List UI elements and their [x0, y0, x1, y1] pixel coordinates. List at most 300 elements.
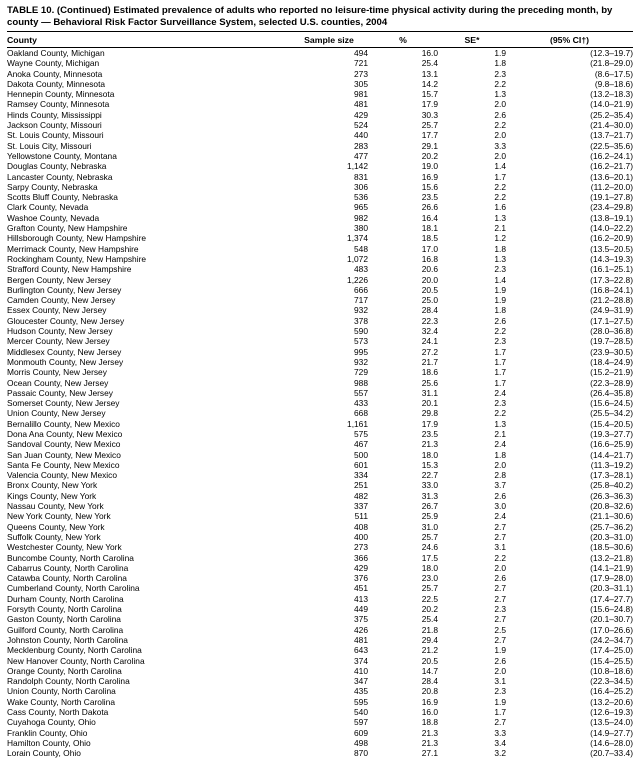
percent-cell: 18.5 [421, 233, 438, 244]
percent-cell: 25.9 [421, 511, 438, 522]
sample-size-cell: 347 [354, 676, 368, 687]
ci-cell: (12.6–19.3) [590, 707, 633, 717]
table-row [7, 501, 633, 511]
table-row [7, 656, 633, 666]
se-cell: 1.4 [494, 274, 506, 285]
table-row [7, 604, 633, 614]
sample-size-cell: 1,226 [347, 274, 368, 285]
table-row [7, 563, 633, 573]
ci-cell: (14.1–21.9) [590, 562, 633, 573]
county-cell: Burlington County, New Jersey [7, 284, 122, 295]
table-row [7, 141, 633, 151]
percent-cell: 32.4 [421, 326, 438, 337]
se-cell: 1.9 [494, 696, 506, 707]
ci-cell: (17.4–27.7) [590, 593, 633, 604]
percent-cell: 20.8 [421, 686, 438, 697]
table-row [7, 305, 633, 315]
percent-cell: 15.3 [421, 459, 438, 470]
county-cell: Cabarrus County, North Carolina [7, 562, 129, 573]
se-cell: 2.4 [494, 387, 506, 398]
table-row [7, 542, 633, 552]
ci-cell: (20.3–31.1) [590, 583, 633, 594]
table-row [7, 336, 633, 346]
se-cell: 2.6 [494, 655, 506, 666]
percent-cell: 20.6 [421, 264, 438, 275]
se-cell: 3.2 [494, 748, 506, 759]
ci-cell: (16.2–20.9) [590, 233, 633, 244]
se-cell: 2.3 [494, 68, 506, 79]
se-cell: 1.7 [494, 367, 506, 378]
table-row [7, 480, 633, 490]
table-row [7, 470, 633, 480]
percent-cell: 25.7 [421, 583, 438, 594]
table-row [7, 275, 633, 285]
percent-cell: 29.1 [421, 140, 438, 151]
ci-cell: (16.4–25.2) [590, 686, 633, 697]
table-row [7, 326, 633, 336]
ci-cell: (21.8–29.0) [590, 58, 633, 69]
sample-size-cell: 932 [354, 356, 368, 367]
percent-cell: 28.4 [421, 676, 438, 687]
table-row [7, 408, 633, 418]
county-cell: Forsyth County, North Carolina [7, 604, 122, 615]
percent-cell: 26.7 [421, 501, 438, 512]
percent-cell: 20.2 [421, 150, 438, 161]
table-row [7, 58, 633, 68]
se-cell: 3.3 [494, 140, 506, 151]
table-row [7, 254, 633, 264]
county-cell: Hinds County, Mississippi [7, 109, 102, 120]
county-cell: Cumberland County, North Carolina [7, 583, 140, 594]
percent-cell: 24.1 [421, 336, 438, 347]
county-cell: Johnston County, North Carolina [7, 634, 128, 645]
table-row [7, 686, 633, 696]
percent-cell: 25.7 [421, 531, 438, 542]
se-cell: 2.2 [494, 192, 506, 203]
sample-size-cell: 1,072 [347, 253, 368, 264]
table-row [7, 48, 633, 59]
se-cell: 2.4 [494, 511, 506, 522]
percent-cell: 17.9 [421, 418, 438, 429]
county-cell: Bronx County, New York [7, 480, 98, 491]
ci-cell: (14.0–21.9) [590, 99, 633, 110]
county-cell: Cuyahoga County, Ohio [7, 717, 96, 728]
table-row [7, 707, 633, 717]
table-row [7, 357, 633, 367]
county-cell: Clark County, Nevada [7, 202, 89, 213]
table-row [7, 99, 633, 109]
county-cell: Dakota County, Minnesota [7, 78, 106, 89]
sample-size-cell: 597 [354, 717, 368, 728]
percent-cell: 16.9 [421, 171, 438, 182]
se-cell: 2.3 [494, 336, 506, 347]
percent-cell: 16.4 [421, 212, 438, 223]
sample-size-cell: 666 [354, 284, 368, 295]
sample-size-cell: 408 [354, 521, 368, 532]
sample-size-cell: 435 [354, 686, 368, 697]
sample-size-cell: 932 [354, 305, 368, 316]
county-cell: Ocean County, New Jersey [7, 377, 109, 388]
ci-cell: (19.7–28.5) [590, 336, 633, 347]
table-row [7, 511, 633, 521]
table-row [7, 285, 633, 295]
ci-cell: (22.5–35.6) [590, 140, 633, 151]
county-cell: Scotts Bluff County, Nebraska [7, 192, 118, 203]
sample-size-cell: 440 [354, 130, 368, 141]
sample-size-cell: 831 [354, 171, 368, 182]
table-row [7, 295, 633, 305]
sample-size-cell: 429 [354, 109, 368, 120]
se-cell: 2.2 [494, 408, 506, 419]
percent-cell: 28.4 [421, 305, 438, 316]
table-row [7, 697, 633, 707]
column-header-se: SE* [438, 32, 506, 48]
percent-cell: 20.0 [421, 274, 438, 285]
se-cell: 1.3 [494, 212, 506, 223]
table-row [7, 213, 633, 223]
se-cell: 1.9 [494, 48, 506, 58]
county-cell: Douglas County, Nebraska [7, 161, 107, 172]
county-cell: Buncombe County, North Carolina [7, 552, 134, 563]
percent-cell: 25.4 [421, 58, 438, 69]
table-row [7, 192, 633, 202]
percent-cell: 23.0 [421, 573, 438, 584]
se-cell: 1.9 [494, 295, 506, 306]
sample-size-cell: 982 [354, 212, 368, 223]
se-cell: 1.3 [494, 253, 506, 264]
county-cell: Gloucester County, New Jersey [7, 315, 125, 326]
sample-size-cell: 573 [354, 336, 368, 347]
se-cell: 3.1 [494, 542, 506, 553]
table-row [7, 244, 633, 254]
ci-cell: (28.0–36.8) [590, 326, 633, 337]
se-cell: 2.6 [494, 315, 506, 326]
ci-cell: (17.1–27.5) [590, 315, 633, 326]
se-cell: 3.1 [494, 676, 506, 687]
percent-cell: 21.2 [421, 645, 438, 656]
table-row [7, 666, 633, 676]
table-row [7, 130, 633, 140]
table-row [7, 748, 633, 758]
county-cell: Yellowstone County, Montana [7, 150, 117, 161]
ci-cell: (26.3–36.3) [590, 490, 633, 501]
county-cell: Bernalillo County, New Mexico [7, 418, 120, 429]
county-cell: Rockingham County, New Hampshire [7, 253, 147, 264]
ci-cell: (21.2–28.8) [590, 295, 633, 306]
table-row [7, 69, 633, 79]
percent-cell: 18.6 [421, 367, 438, 378]
sample-size-cell: 643 [354, 645, 368, 656]
table-row [7, 316, 633, 326]
sample-size-cell: 477 [354, 150, 368, 161]
table-row [7, 439, 633, 449]
percent-cell: 16.9 [421, 696, 438, 707]
sample-size-cell: 981 [354, 89, 368, 100]
county-cell: Anoka County, Minnesota [7, 68, 103, 79]
ci-cell: (17.4–25.0) [590, 645, 633, 656]
county-cell: Lancaster County, Nebraska [7, 171, 113, 182]
county-cell: Sarpy County, Nebraska [7, 181, 98, 192]
sample-size-cell: 378 [354, 315, 368, 326]
se-cell: 1.6 [494, 202, 506, 213]
se-cell: 2.3 [494, 398, 506, 409]
sample-size-cell: 481 [354, 634, 368, 645]
se-cell: 1.9 [494, 645, 506, 656]
se-cell: 1.4 [494, 161, 506, 172]
sample-size-cell: 433 [354, 398, 368, 409]
se-cell: 2.0 [494, 459, 506, 470]
sample-size-cell: 334 [354, 470, 368, 481]
county-cell: Grafton County, New Hampshire [7, 223, 128, 234]
ci-cell: (16.6–25.9) [590, 439, 633, 450]
county-cell: Hudson County, New Jersey [7, 326, 113, 337]
prevalence-table [7, 31, 633, 758]
table-row [7, 738, 633, 748]
se-cell: 2.2 [494, 326, 506, 337]
percent-cell: 16.8 [421, 253, 438, 264]
percent-cell: 18.8 [421, 717, 438, 728]
ci-cell: (24.9–31.9) [590, 305, 633, 316]
se-cell: 2.6 [494, 573, 506, 584]
table-row [7, 676, 633, 686]
county-cell: Mercer County, New Jersey [7, 336, 110, 347]
sample-size-cell: 500 [354, 449, 368, 460]
percent-cell: 21.3 [421, 439, 438, 450]
se-cell: 1.7 [494, 346, 506, 357]
se-cell: 2.7 [494, 521, 506, 532]
county-cell: Cass County, North Dakota [7, 707, 109, 717]
ci-cell: (15.6–24.5) [590, 398, 633, 409]
sample-size-cell: 536 [354, 192, 368, 203]
sample-size-cell: 273 [354, 68, 368, 79]
ci-cell: (21.4–30.0) [590, 120, 633, 131]
percent-cell: 22.5 [421, 593, 438, 604]
se-cell: 2.7 [494, 717, 506, 728]
se-cell: 3.4 [494, 737, 506, 748]
county-cell: Nassau County, New York [7, 501, 104, 512]
se-cell: 2.7 [494, 583, 506, 594]
table-row [7, 522, 633, 532]
percent-cell: 16.0 [421, 48, 438, 58]
sample-size-cell: 375 [354, 614, 368, 625]
county-cell: Wake County, North Carolina [7, 696, 115, 707]
percent-cell: 21.3 [421, 737, 438, 748]
percent-cell: 22.7 [421, 470, 438, 481]
se-cell: 2.7 [494, 614, 506, 625]
sample-size-cell: 557 [354, 387, 368, 398]
se-cell: 1.8 [494, 243, 506, 254]
sample-size-cell: 410 [354, 665, 368, 676]
se-cell: 1.7 [494, 707, 506, 717]
ci-cell: (15.2–21.9) [590, 367, 633, 378]
table-row [7, 553, 633, 563]
ci-cell: (8.6–17.5) [594, 68, 633, 79]
table-row [7, 264, 633, 274]
ci-cell: (20.8–32.6) [590, 501, 633, 512]
percent-cell: 17.5 [421, 552, 438, 563]
ci-cell: (23.4–29.8) [590, 202, 633, 213]
ci-cell: (16.1–25.1) [590, 264, 633, 275]
county-cell: New Hanover County, North Carolina [7, 655, 145, 666]
ci-cell: (13.2–18.3) [590, 89, 633, 100]
sample-size-cell: 540 [354, 707, 368, 717]
sample-size-cell: 251 [354, 480, 368, 491]
ci-cell: (22.3–28.9) [590, 377, 633, 388]
se-cell: 2.1 [494, 428, 506, 439]
percent-cell: 18.1 [421, 223, 438, 234]
se-cell: 2.5 [494, 624, 506, 635]
table-row [7, 110, 633, 120]
se-cell: 2.7 [494, 531, 506, 542]
column-header-percent: % [368, 32, 438, 48]
se-cell: 2.0 [494, 130, 506, 141]
percent-cell: 27.1 [421, 748, 438, 759]
percent-cell: 31.1 [421, 387, 438, 398]
percent-cell: 29.8 [421, 408, 438, 419]
sample-size-cell: 995 [354, 346, 368, 357]
county-cell: Wayne County, Michigan [7, 58, 100, 69]
percent-cell: 21.8 [421, 624, 438, 635]
sample-size-cell: 483 [354, 264, 368, 275]
sample-size-cell: 548 [354, 243, 368, 254]
table-row [7, 419, 633, 429]
percent-cell: 19.0 [421, 161, 438, 172]
county-cell: Kings County, New York [7, 490, 97, 501]
ci-cell: (22.3–34.5) [590, 676, 633, 687]
percent-cell: 25.0 [421, 295, 438, 306]
table-row [7, 614, 633, 624]
table-header [7, 32, 633, 48]
sample-size-cell: 721 [354, 58, 368, 69]
se-cell: 1.8 [494, 449, 506, 460]
sample-size-cell: 1,161 [347, 418, 368, 429]
table-row [7, 717, 633, 727]
sample-size-cell: 601 [354, 459, 368, 470]
ci-cell: (20.1–30.7) [590, 614, 633, 625]
county-cell: Sandoval County, New Mexico [7, 439, 121, 450]
ci-cell: (19.3–27.7) [590, 428, 633, 439]
ci-cell: (14.9–27.7) [590, 727, 633, 738]
sample-size-cell: 524 [354, 120, 368, 131]
sample-size-cell: 426 [354, 624, 368, 635]
sample-size-cell: 374 [354, 655, 368, 666]
ci-cell: (13.6–20.1) [590, 171, 633, 182]
se-cell: 2.3 [494, 264, 506, 275]
ci-cell: (11.3–19.2) [590, 459, 633, 470]
county-cell: Middlesex County, New Jersey [7, 346, 122, 357]
se-cell: 2.7 [494, 634, 506, 645]
sample-size-cell: 1,374 [347, 233, 368, 244]
table-row [7, 728, 633, 738]
ci-cell: (15.4–20.5) [590, 418, 633, 429]
se-cell: 2.6 [494, 490, 506, 501]
county-cell: Gaston County, North Carolina [7, 614, 121, 625]
se-cell: 2.8 [494, 470, 506, 481]
table-row [7, 89, 633, 99]
county-cell: Queens County, New York [7, 521, 105, 532]
se-cell: 1.3 [494, 89, 506, 100]
ci-cell: (20.7–33.4) [590, 748, 633, 759]
column-header-county: County [7, 32, 290, 48]
percent-cell: 17.0 [421, 243, 438, 254]
se-cell: 2.7 [494, 593, 506, 604]
column-header-sample-size: Sample size [290, 32, 368, 48]
county-cell: Essex County, New Jersey [7, 305, 107, 316]
sample-size-cell: 413 [354, 593, 368, 604]
county-cell: Washoe County, Nevada [7, 212, 100, 223]
table-row [7, 645, 633, 655]
se-cell: 1.7 [494, 171, 506, 182]
county-cell: Hamilton County, Ohio [7, 737, 91, 748]
ci-cell: (25.2–35.4) [590, 109, 633, 120]
county-cell: Randolph County, North Carolina [7, 676, 130, 687]
se-cell: 2.1 [494, 223, 506, 234]
county-cell: Westchester County, New York [7, 542, 122, 553]
sample-size-cell: 429 [354, 562, 368, 573]
percent-cell: 31.0 [421, 521, 438, 532]
sample-size-cell: 305 [354, 78, 368, 89]
county-cell: Catawba County, North Carolina [7, 573, 127, 584]
ci-cell: (16.8–24.1) [590, 284, 633, 295]
county-cell: Hillsborough County, New Hampshire [7, 233, 147, 244]
county-cell: Hennepin County, Minnesota [7, 89, 115, 100]
percent-cell: 16.0 [421, 707, 438, 717]
county-cell: Ramsey County, Minnesota [7, 99, 110, 110]
table-row [7, 79, 633, 89]
table-row [7, 460, 633, 470]
se-cell: 2.4 [494, 439, 506, 450]
sample-size-cell: 337 [354, 501, 368, 512]
ci-cell: (12.3–19.7) [590, 48, 633, 58]
ci-cell: (17.3–22.8) [590, 274, 633, 285]
ci-cell: (21.1–30.6) [590, 511, 633, 522]
ci-cell: (25.7–36.2) [590, 521, 633, 532]
percent-cell: 23.5 [421, 428, 438, 439]
county-cell: Monmouth County, New Jersey [7, 356, 124, 367]
sample-size-cell: 451 [354, 583, 368, 594]
ci-cell: (11.2–20.0) [590, 181, 633, 192]
table-row [7, 635, 633, 645]
se-cell: 3.0 [494, 501, 506, 512]
sample-size-cell: 467 [354, 439, 368, 450]
sample-size-cell: 498 [354, 737, 368, 748]
se-cell: 3.3 [494, 727, 506, 738]
county-cell: New York County, New York [7, 511, 111, 522]
county-cell: St. Louis City, Missouri [7, 140, 92, 151]
column-header-ci: (95% CI†) [506, 32, 633, 48]
se-cell: 2.2 [494, 181, 506, 192]
ci-cell: (14.0–22.2) [590, 223, 633, 234]
se-cell: 1.8 [494, 58, 506, 69]
ci-cell: (25.5–34.2) [590, 408, 633, 419]
ci-cell: (14.3–19.3) [590, 253, 633, 264]
table-title: TABLE 10. (Continued) Estimated prevalence of adults who reported no leisure-time physical activity during the preceding month, by county — Behavioral Risk Factor Surveillance System, selected U.S. counties, 2004 [7, 5, 613, 28]
table-row [7, 151, 633, 161]
se-cell: 1.8 [494, 305, 506, 316]
ci-cell: (13.5–24.0) [590, 717, 633, 728]
ci-cell: (18.5–30.6) [590, 542, 633, 553]
percent-cell: 20.5 [421, 655, 438, 666]
sample-size-cell: 376 [354, 573, 368, 584]
ci-cell: (15.6–24.8) [590, 604, 633, 615]
sample-size-cell: 380 [354, 223, 368, 234]
county-cell: San Juan County, New Mexico [7, 449, 121, 460]
sample-size-cell: 988 [354, 377, 368, 388]
table-row [7, 491, 633, 501]
county-cell: Bergen County, New Jersey [7, 274, 111, 285]
percent-cell: 15.6 [421, 181, 438, 192]
sample-size-cell: 717 [354, 295, 368, 306]
